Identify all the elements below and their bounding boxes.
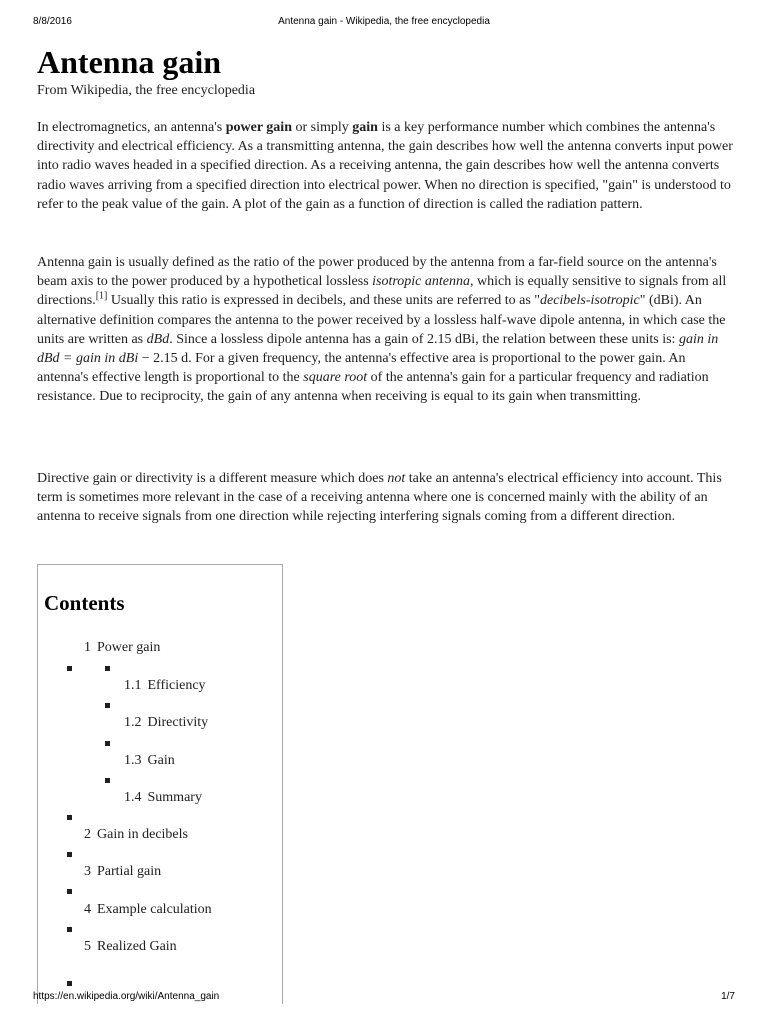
toc-label: Directivity <box>147 715 209 730</box>
toc-entry-power-gain[interactable] <box>84 639 160 657</box>
toc-label: Partial gain <box>97 864 162 879</box>
list-bullet <box>67 927 72 932</box>
reference-link-1[interactable]: [1] <box>95 290 108 302</box>
text-run: of the antenna's gain for a particular frequency and radiation resistance. Due to reciprocity, the gain of any antenna when receiving is equal to its gain when transmitting. <box>37 370 709 405</box>
toc-number: 1.1 <box>124 678 142 693</box>
page-title: Antenna gain <box>37 44 222 80</box>
list-bullet <box>67 666 72 671</box>
intro-paragraph-3 <box>37 469 737 527</box>
toc-entry-partial-gain[interactable] <box>84 863 161 881</box>
toc-label: Realized Gain <box>97 939 177 954</box>
italic-term-square-root: square root <box>303 370 368 386</box>
toc-label: Summary <box>147 790 202 805</box>
text-run: is a key performance number which combines the antenna's directivity and electrical efficiency. As a transmitting antenna, the gain describes how well the antenna converts input power into radio waves headed in a specified direction. As a receiving antenna, the gain describes how well the antenna converts radio waves arriving from a specified direction into electrical power. When no direction is specified, "gain" is understood to refer to the peak value of the gain. A plot of the gain as a function of direction is called the radiation pattern. <box>37 120 733 212</box>
text-run: In electromagnetics, an antenna's <box>37 120 226 135</box>
toc-number: 1.2 <box>124 715 142 730</box>
list-bullet <box>67 889 72 894</box>
toc-number: 4 <box>84 902 91 917</box>
toc-number: 3 <box>84 864 91 879</box>
toc-number: 2 <box>84 827 91 842</box>
italic-term-dbd: dBd <box>146 331 170 347</box>
intro-paragraph-2 <box>37 253 737 407</box>
text-run: " (dBi). An alternative definition compares the antenna to the power received by a lossless half-wave dipole antenna, in which case the units are written as <box>37 293 726 347</box>
text-run: , which is equally sensitive to signals from all directions. <box>37 274 727 309</box>
toc-label: Gain <box>147 753 175 768</box>
print-date: 8/8/2016 <box>33 16 72 27</box>
text-run: − 2.15 d. For a given frequency, the antenna's effective area is proportional to the power gain. An antenna's effective length is proportional to the <box>37 351 686 386</box>
intro-paragraph-1 <box>37 118 737 214</box>
toc-number: 1 <box>84 640 91 655</box>
text-run: take an antenna's electrical efficiency into account. This term is sometimes more relevant in the case of a receiving antenna where one is concerned mainly with the ability of an antenna to receive signals from one direction while rejecting interfering signals coming from a different direction. <box>37 471 722 525</box>
toc-label: Efficiency <box>147 678 206 693</box>
list-bullet <box>105 666 110 671</box>
toc-label: Gain in decibels <box>97 827 188 842</box>
toc-entry-example-calculation[interactable] <box>84 901 212 919</box>
list-bullet <box>105 741 110 746</box>
toc-entry-gain[interactable] <box>124 752 175 770</box>
list-bullet <box>105 778 110 783</box>
table-of-contents <box>37 564 283 1004</box>
toc-label: Example calculation <box>97 902 212 917</box>
italic-term-not: not <box>387 471 406 486</box>
toc-number: 1.3 <box>124 753 142 768</box>
italic-term-isotropic-antenna: isotropic antenna <box>372 274 471 290</box>
text-run: . Since a lossless dipole antenna has a gain of 2.15 dBi, the relation between these units is: <box>169 331 679 347</box>
bold-term-gain: gain <box>352 120 378 135</box>
text-run: Antenna gain is usually defined as the ratio of the power produced by the antenna from a far-field source on the antenna's beam axis to the power produced by a hypothetical lossless <box>37 255 717 290</box>
toc-entry-efficiency[interactable] <box>124 677 206 695</box>
print-page-number: 1/7 <box>721 991 735 1002</box>
toc-entry-gain-in-decibels[interactable] <box>84 826 188 844</box>
print-header <box>33 16 735 30</box>
toc-entry-directivity[interactable] <box>124 714 208 732</box>
list-bullet <box>67 815 72 820</box>
toc-number: 1.4 <box>124 790 142 805</box>
list-bullet <box>67 852 72 857</box>
print-url: https://en.wikipedia.org/wiki/Antenna_gain <box>33 991 220 1002</box>
toc-number: 5 <box>84 939 91 954</box>
text-run: Usually this ratio is expressed in decibels, and these units are referred to as " <box>107 293 540 309</box>
italic-formula: gain in dBd = gain in dBi <box>37 331 719 367</box>
toc-title: Contents <box>44 591 125 615</box>
list-bullet <box>105 703 110 708</box>
toc-entry-realized-gain[interactable] <box>84 938 177 956</box>
page-subtitle: From Wikipedia, the free encyclopedia <box>37 83 256 98</box>
list-bullet <box>67 981 72 986</box>
bold-term-power-gain: power gain <box>225 120 292 135</box>
text-run: Directive gain or directivity is a different measure which does <box>37 471 388 486</box>
toc-label: Power gain <box>97 640 161 655</box>
toc-entry-summary[interactable] <box>124 789 202 807</box>
print-footer <box>33 991 735 1005</box>
italic-term-decibels-isotropic: decibels-isotropic <box>539 293 640 309</box>
print-page-title: Antenna gain - Wikipedia, the free encyclopedia <box>278 16 490 27</box>
text-run: or simply <box>291 120 353 135</box>
